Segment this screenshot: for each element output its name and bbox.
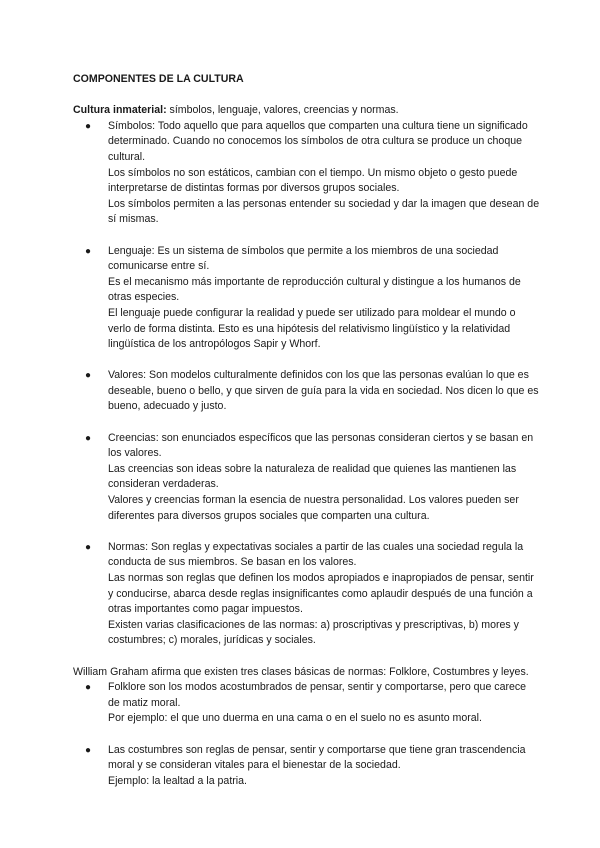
bullet-icon: ● [85,432,92,444]
list-item-costumbres [73,743,540,790]
section-text: símbolos, lenguaje, valores, creencias y normas. [166,104,399,117]
paragraph: Existen varias clasificaciones de las normas: a) proscriptivas y prescriptivas, b) mores y costumbres; c) morales, jurídicas y sociales. [108,618,519,647]
list-item-normas [73,540,540,649]
paragraph: Normas: Son reglas y expectativas sociales a partir de las cuales una sociedad regula la conducta de sus miembros. Se basan en los valores. [108,540,524,569]
paragraph: Valores y creencias forman la esencia de nuestra personalidad. Los valores pueden ser diferentes para diversos grupos sociales que comparten una cultura. [108,494,519,522]
bullet-icon: ● [85,370,92,382]
paragraph: Los símbolos no son estáticos, cambian con el tiempo. Un mismo objeto o gesto puede interpretarse de distintas formas por diversos grupos sociales. [108,166,518,195]
paragraph: Los símbolos permiten a las personas entender su sociedad y dar la imagen que desean de sí mismas. [108,197,540,226]
bullet-icon: ● [85,744,92,756]
section-heading [73,103,540,119]
bullet-icon: ● [85,682,92,694]
paragraph: Valores: Son modelos culturalmente definidos con los que las personas evalúan lo que es deseable, bueno o bello, y que sirven de guía para la vida en sociedad. Nos dicen lo que es bueno, adecuado y justo. [108,369,539,413]
bullet-icon: ● [85,245,92,257]
list-item-simbolos [73,119,540,228]
bullet-icon: ● [85,120,92,132]
list-item-folklore [73,680,540,727]
paragraph: El lenguaje puede configurar la realidad y puede ser utilizado para moldear el mundo o verlo de forma distinta. Esto es una hipótesis del relativismo lingüístico y la relatividad lingüística de los antropólogos Sapir y Whorf. [108,306,516,351]
list-item-lenguaje [73,244,540,353]
list-item-valores [73,368,540,415]
paragraph: Las costumbres son reglas de pensar, sentir y comportarse que tiene gran trascendencia moral y se consideran vitales para el bienestar de la sociedad. [108,743,526,772]
paragraph: Ejemplo: la lealtad a la patria. [108,774,247,787]
paragraph: Las creencias son ideas sobre la naturaleza de realidad que quienes las mantienen las consideran verdaderas. [108,462,517,491]
list-item-creencias [73,431,540,525]
paragraph: Las normas son reglas que definen los modos apropiados e inapropiados de pensar, sentir y conducirse, abarca desde reglas insignificantes como aplaudir después de una función a otras importantes como pagar impuestos. [108,572,534,616]
paragraph: Folklore son los modos acostumbrados de pensar, sentir y comportarse, pero que carece de matiz moral. [108,681,527,709]
paragraph: Símbolos: Todo aquello que para aquellos que comparten una cultura tiene un significado determinado. Cuando no conocemos los símbolos de otra cultura se produce un choque cultural. [108,119,528,163]
norms-list [73,680,540,789]
paragraph: Por ejemplo: el que uno duerma en una cama o en el suelo no es asunto moral. [108,712,482,725]
components-list [73,119,540,649]
graham-paragraph: William Graham afirma que existen tres clases básicas de normas: Folklore, Costumbres y leyes. [73,665,529,678]
bullet-icon: ● [85,541,92,553]
section-label: Cultura inmaterial: [73,104,167,117]
paragraph: Creencias: son enunciados específicos que las personas consideran ciertos y se basan en los valores. [108,431,534,460]
paragraph: Es el mecanismo más importante de reproducción cultural y distingue a los humanos de otras especies. [108,275,521,304]
document-title: COMPONENTES DE LA CULTURA [73,73,244,85]
paragraph: Lenguaje: Es un sistema de símbolos que permite a los miembros de una sociedad comunicarse entre sí. [108,244,499,273]
